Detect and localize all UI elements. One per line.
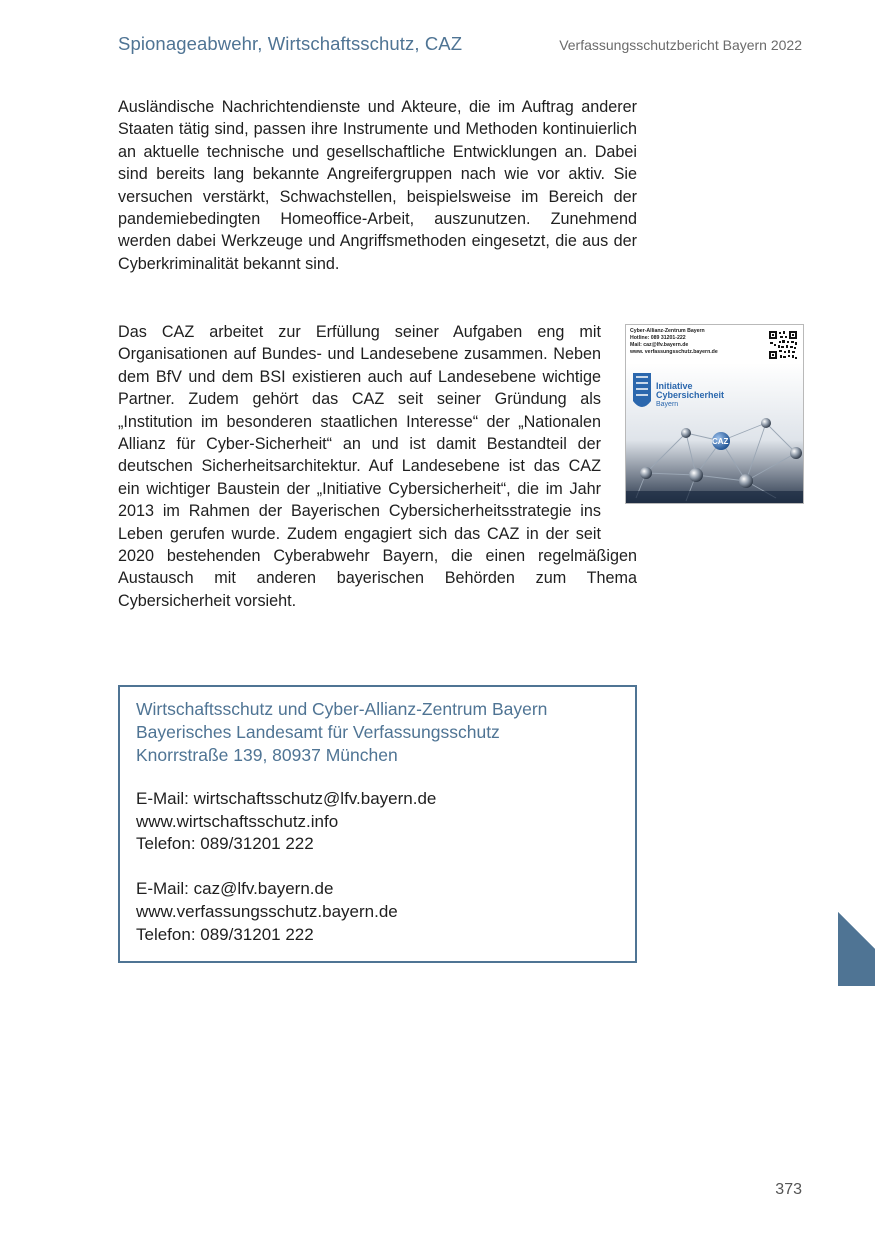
page-number: 373 [775, 1181, 802, 1198]
flyer-hotline: Hotline: 089 31201-222 [630, 335, 686, 341]
flyer-mail: Mail: caz@lfv.bayern.de [630, 342, 689, 348]
qr-code-icon [768, 330, 798, 360]
initiative-logo-text [656, 382, 724, 409]
caz-website: www.verfassungsschutz.bayern.de [136, 901, 398, 921]
paragraph-caz [118, 321, 637, 612]
caz-email: E-Mail: caz@lfv.bayern.de [136, 879, 334, 899]
contact-heading-line-1: Wirtschaftsschutz und Cyber-Allianz-Zentrum Bayern [136, 699, 548, 719]
header-section-title: Spionageabwehr, Wirtschaftsschutz, CAZ [118, 33, 463, 54]
contact-heading-line-2: Bayerisches Landesamt für Verfassungsschutz [136, 722, 500, 742]
initiative-line-3: Bayern [656, 401, 679, 408]
caz-phone: Telefon: 089/31201 222 [136, 924, 314, 944]
chapter-tab-marker [838, 912, 875, 986]
caz-flyer-image [625, 324, 804, 504]
paragraph-intro: Ausländische Nachrichtendienste und Akteure, die im Auftrag anderer Staaten tätig sind, passen ihre Instrumente und Methoden kontinuierlich an aktuelle technische und gesellschaftliche Entwicklungen an. Dabei sind bereits lang bekannte Angreifergruppen nach wie vor aktiv. Sie versuchen verstärkt, Schwachstellen, beispielsweise im Bereich der pandemiebedingten Homeoffice-Arbeit, auszunutzen. Zunehmend werden dabei Werkzeuge und Angriffsmethoden eingesetzt, die aus der Cyberkriminalität bekannt sind. [118, 98, 637, 273]
paragraph-caz-text: Das CAZ arbeitet zur Erfüllung seiner Aufgaben eng mit Organisationen auf Bundes- und Landesebene zusammen. Neben dem BfV und dem BSI existieren auch auf Landesebene wichtige Partner. Zudem gehört das CAZ seit seiner Gründung als „Institution im besonderen staatlichen Interesse“ der „Nationalen Allianz für Cyber-Sicherheit“ an und ist damit Bestandteil der deutschen Sicherheitsarchitektur. Auf Landesebene ist das CAZ ein wichtiger Baustein der „Initiative Cybersicherheit“, die im Jahr 2013 im Rahmen der Bayerischen Cybersicherheitsstrategie ins Leben gerufen wurde. Zudem engagiert sich das CAZ in der seit 2020 bestehenden Cyberabwehr Bayern, die einen regelmäßigen Austausch mit anderen bayerischen Behörden zum Thema Cybersicherheit vorsieht. [118, 323, 637, 610]
caz-badge: CAZ [712, 437, 729, 446]
flyer-web: www. verfassungsschutz.bayern.de [630, 349, 718, 355]
initiative-line-1: Initiative [656, 381, 693, 391]
contact-heading [136, 698, 547, 767]
wirtschaftsschutz-phone: Telefon: 089/31201 222 [136, 834, 314, 854]
header-report-title: Verfassungsschutzbericht Bayern 2022 [559, 37, 802, 53]
flyer-title: Cyber-Allianz-Zentrum Bayern [630, 328, 705, 334]
contact-box [118, 685, 637, 963]
wirtschaftsschutz-website: www.wirtschaftsschutz.info [136, 811, 339, 831]
contact-details [136, 788, 436, 946]
contact-heading-line-3: Knorrstraße 139, 80937 München [136, 745, 398, 765]
initiative-line-2: Cybersicherheit [656, 390, 725, 400]
wirtschaftsschutz-email: E-Mail: wirtschaftsschutz@lfv.bayern.de [136, 789, 437, 808]
bavarian-lion-shield-icon [631, 371, 653, 415]
flyer-contact-text [630, 328, 718, 356]
